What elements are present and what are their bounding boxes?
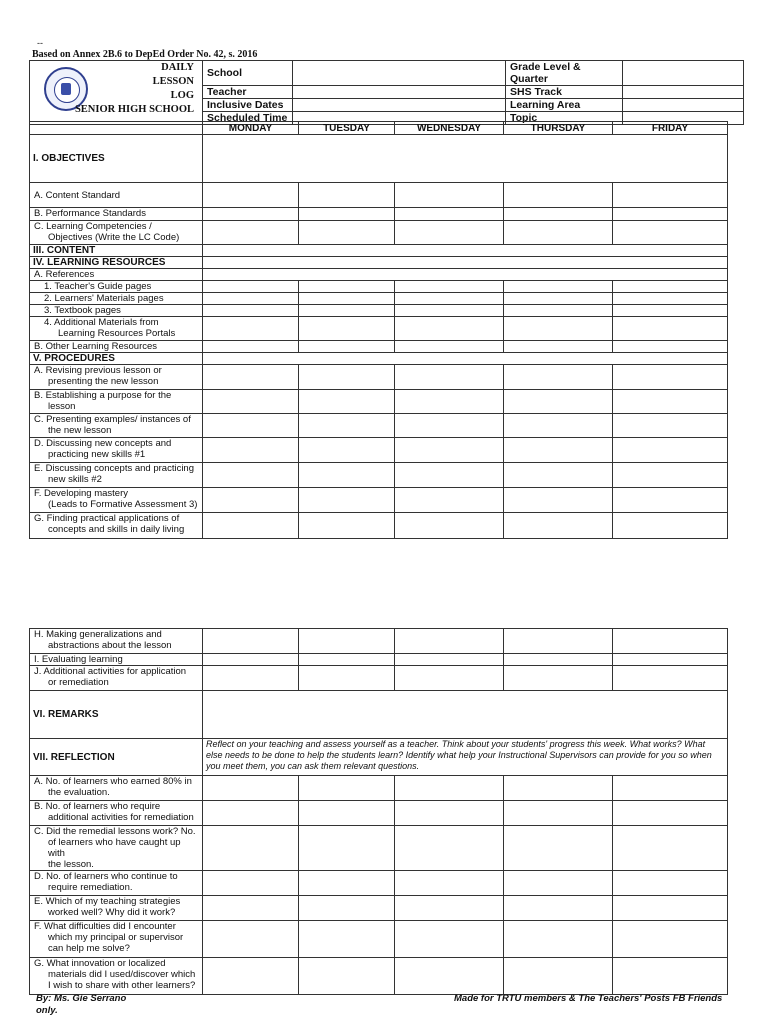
day-friday: FRIDAY	[613, 122, 728, 135]
day-monday: MONDAY	[203, 122, 299, 135]
textbook-pages-label: 3. Textbook pages	[30, 305, 203, 317]
day-thursday: THURSDAY	[504, 122, 613, 135]
reflection-d-label: D. No. of learners who continue to require remediation.	[30, 871, 203, 896]
procedures-heading: V. PROCEDURES	[30, 353, 203, 365]
learners-materials-label: 2. Learners' Materials pages	[30, 293, 203, 305]
reflection-b-label: B. No. of learners who require additional activities for remediation	[30, 801, 203, 826]
school-field[interactable]	[293, 61, 506, 86]
procedure-a-label: A. Revising previous lesson or presenting the new lesson	[30, 365, 203, 390]
references-label: A. References	[30, 269, 203, 281]
remarks-heading: VI. REMARKS	[30, 691, 203, 739]
track-label: SHS Track	[506, 86, 623, 99]
reflection-c-label: C. Did the remedial lessons work? No. of learners who have caught up with the lesson.	[30, 826, 203, 871]
footer-author: By: Ms. Gie Serrano	[36, 993, 127, 1004]
title-block	[30, 61, 203, 125]
area-field[interactable]	[623, 99, 744, 112]
content-standard-label: A. Content Standard	[30, 183, 203, 208]
procedure-f-label: F. Developing mastery (Leads to Formative Assessment 3)	[30, 488, 203, 513]
procedure-g-label: G. Finding practical applications of concepts and skills in daily living	[30, 513, 203, 539]
title-shs: SENIOR HIGH SCHOOL	[74, 104, 194, 115]
title-lesson: LESSON	[152, 76, 194, 87]
reflection-a-label: A. No. of learners who earned 80% in the evaluation.	[30, 776, 203, 801]
footer-only: only.	[36, 1005, 58, 1016]
area-label: Learning Area	[506, 99, 623, 112]
track-field[interactable]	[623, 86, 744, 99]
reflection-g-label: G. What innovation or localized materials did I used/discover which I wish to share with other learners?	[30, 958, 203, 995]
procedure-h-label: H. Making generalizations and abstractions about the lesson	[30, 629, 203, 654]
school-label: School	[203, 61, 293, 86]
dates-label: Inclusive Dates	[203, 99, 293, 112]
dates-field[interactable]	[293, 99, 506, 112]
reflection-instructions: Reflect on your teaching and assess yourself as a teacher. Think about your students' progress this week. What works? What else needs to be done to help the students learn? Identify what help your Instructional Supervisors can provide for you so when you meet them, you can ask them relevant questions.	[203, 739, 728, 776]
header-table	[29, 60, 744, 125]
learning-competencies-label: C. Learning Competencies / Objectives (Write the LC Code)	[30, 221, 203, 245]
procedure-e-label: E. Discussing concepts and practicing new skills #2	[30, 463, 203, 488]
procedure-b-label: B. Establishing a purpose for the lesson	[30, 390, 203, 414]
day-tuesday: TUESDAY	[299, 122, 395, 135]
other-resources-label: B. Other Learning Resources	[30, 341, 203, 353]
objectives-field[interactable]	[203, 135, 728, 183]
reflection-e-label: E. Which of my teaching strategies worked well? Why did it work?	[30, 896, 203, 921]
grade-label: Grade Level & Quarter	[506, 61, 623, 86]
additional-materials-label: 4. Additional Materials from Learning Resources Portals	[30, 317, 203, 341]
procedure-j-label: J. Additional activities for application or remediation	[30, 666, 203, 691]
performance-standards-label: B. Performance Standards	[30, 208, 203, 221]
footer-made-for: Made for TRTU members & The Teachers' Posts FB Friends	[454, 993, 723, 1004]
title-daily: DAILY	[161, 62, 194, 73]
procedure-c-label: C. Presenting examples/ instances of the new lesson	[30, 414, 203, 438]
day-wednesday: WEDNESDAY	[395, 122, 504, 135]
annex-note: Based on Annex 2B.6 to DepEd Order No. 42, s. 2016	[32, 49, 258, 60]
reflection-heading: VII. REFLECTION	[30, 739, 203, 776]
procedure-i-label: I. Evaluating learning	[30, 654, 203, 666]
time-label: Scheduled Time	[203, 112, 293, 125]
teacher-field[interactable]	[293, 86, 506, 99]
teacher-label: Teacher	[203, 86, 293, 99]
objectives-heading: I. OBJECTIVES	[30, 135, 203, 183]
procedure-d-label: D. Discussing new concepts and practicing new skills #1	[30, 438, 203, 463]
title-log: LOG	[170, 90, 194, 101]
teachers-guide-label: 1. Teacher's Guide pages	[30, 281, 203, 293]
remarks-field[interactable]	[203, 691, 728, 739]
log-table-part2	[29, 628, 728, 995]
learning-resources-heading: IV. LEARNING RESOURCES	[30, 257, 203, 269]
top-mark: --	[37, 38, 43, 48]
log-table-part1	[29, 121, 728, 539]
reflection-f-label: F. What difficulties did I encounter which my principal or supervisor can help me solve?	[30, 921, 203, 958]
topic-label: Topic	[506, 112, 623, 125]
content-heading: III. CONTENT	[30, 245, 203, 257]
grade-field[interactable]	[623, 61, 744, 86]
